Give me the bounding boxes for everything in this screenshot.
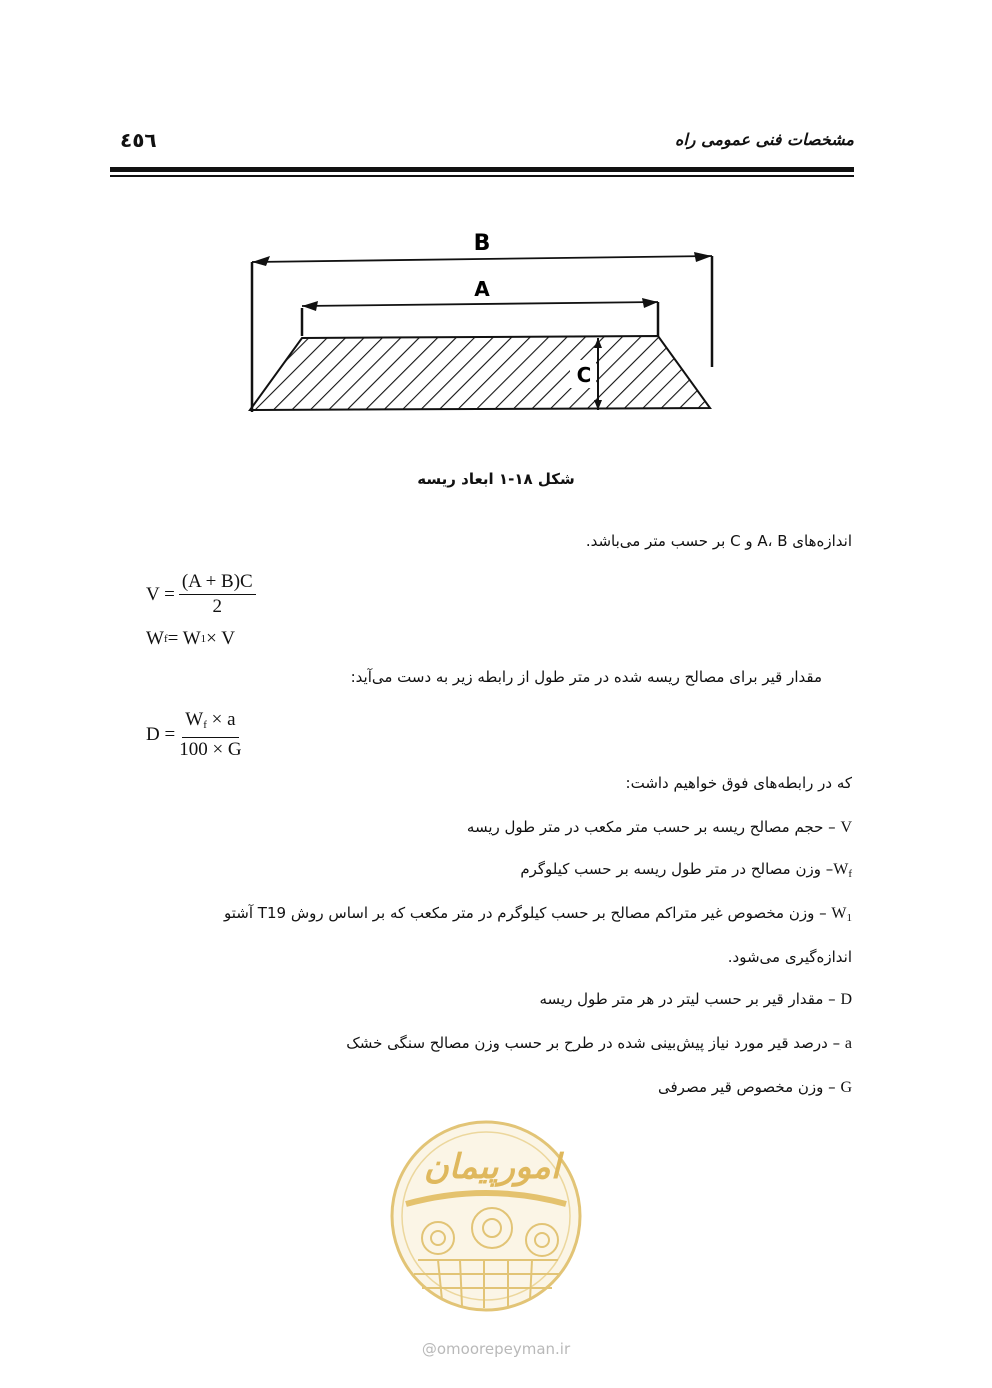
definition-a: a – درصد قیر مورد نیاز پیش‌بینی شده در طرح بر حسب وزن مصالح سنگی خشک — [346, 1034, 852, 1052]
formula-v: V = $\frac{(A + B)C}{2}$ — [146, 570, 256, 619]
label-a: A — [474, 277, 490, 301]
definition-w1-continued: اندازه‌گیری می‌شود. — [727, 948, 852, 966]
formula-d: D = $\frac{W_f \times a}{100 \times G}$ — [146, 709, 242, 760]
header-rule-thick — [110, 167, 854, 172]
definition-wf: $W_f-$ وزن مصالح در متر طول ریسه بر حسب کیلوگرم — [520, 860, 852, 880]
formula-wf: W f = W 1 × V — [146, 628, 236, 649]
intro-paragraph: اندازه‌های A، B و C بر حسب متر می‌باشد. — [585, 532, 852, 550]
definition-v: V – حجم مصالح ریسه بر حسب متر مکعب در متر طول ریسه — [466, 818, 852, 836]
label-b: B — [473, 231, 491, 256]
running-title: مشخصات فنی عمومی راه — [674, 130, 854, 149]
windrow-dimensions-figure — [240, 222, 720, 422]
page-header — [110, 128, 854, 158]
svg-text:امورپیمان: امورپیمان — [423, 1147, 561, 1187]
bitumen-intro-paragraph: مقدار قیر برای مصالح ریسه شده در متر طول از رابطه زیر به دست می‌آید: — [350, 668, 822, 686]
definition-d: D – مقدار قیر بر حسب لیتر در هر متر طول ریسه — [539, 990, 852, 1008]
where-paragraph: که در رابطه‌های فوق خواهیم داشت: — [625, 774, 852, 792]
watermark: @omoorepeyman.ir — [421, 1340, 571, 1358]
label-c: C — [576, 363, 592, 387]
header-rule-thin — [110, 175, 854, 177]
page-number: ٤٥٦ — [120, 128, 157, 152]
figure-caption: شکل ۱۸-۱ ابعاد ریسه — [417, 470, 575, 488]
definition-w1: $W_1$ – وزن مخصوص غیر متراکم مصالح بر حسب کیلوگرم در متر مکعب که بر اساس روش T19 آشتو — [224, 904, 852, 924]
windrow-section — [250, 336, 710, 410]
omoor-peyman-logo — [388, 1118, 584, 1314]
definition-g: G – وزن مخصوص قیر مصرفی — [658, 1078, 852, 1096]
